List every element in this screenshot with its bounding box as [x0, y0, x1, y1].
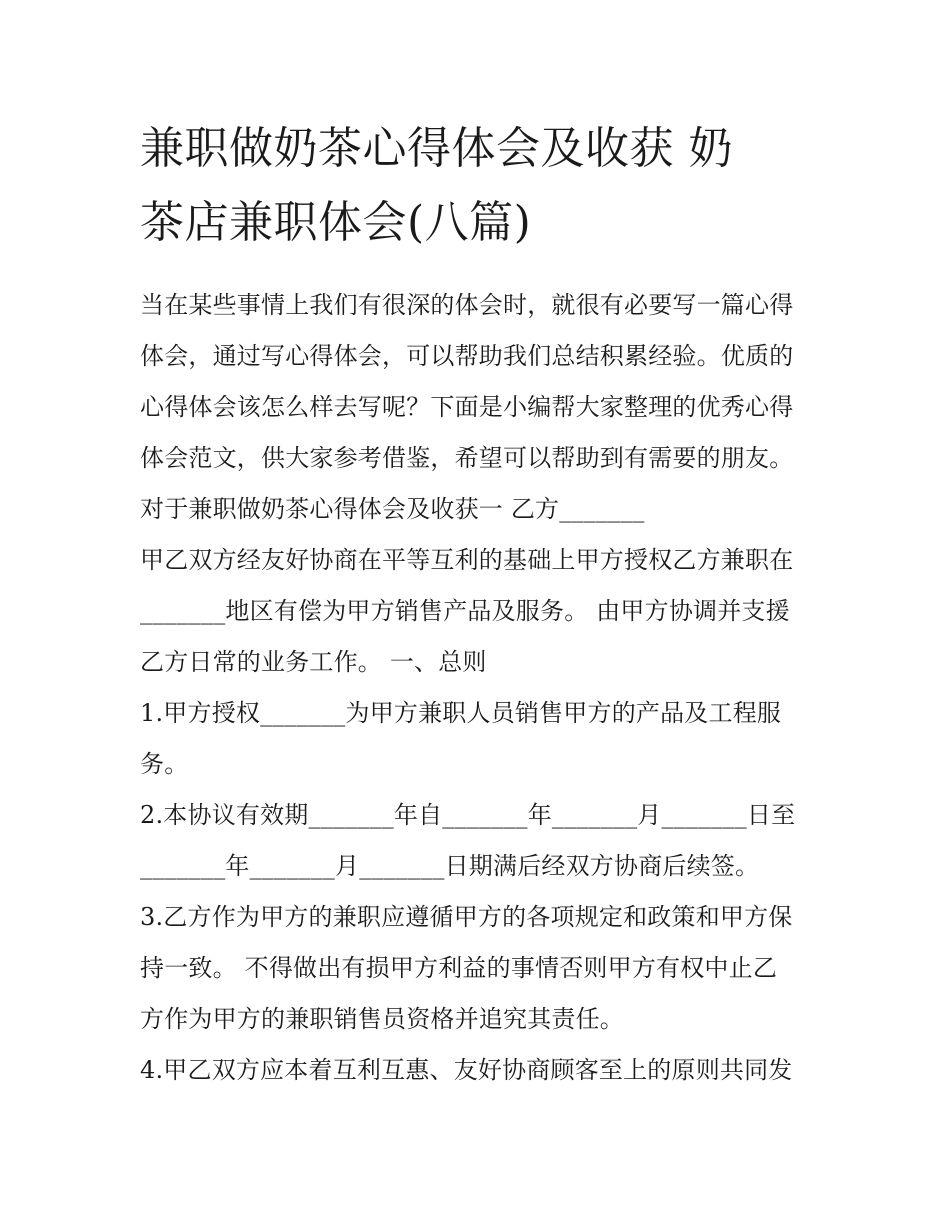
intro-line: 当在某些事情上我们有很深的体会时，就很有必要写一篇心得 — [140, 291, 794, 319]
section-heading-line: 对于兼职做奶茶心得体会及收获一 乙方_______ — [140, 495, 645, 523]
clause-line: 4.甲乙双方应本着互利互惠、友好协商顾客至上的原则共同发 — [140, 1056, 793, 1084]
document-title — [140, 112, 830, 260]
clause-line: 1.甲方授权_______为甲方兼职人员销售甲方的产品及工程服 — [140, 699, 782, 727]
clause-line: 务。 — [140, 750, 189, 778]
clause-line: 方作为甲方的兼职销售员资格并追究其责任。 — [140, 1005, 624, 1033]
title-line: 兼职做奶茶心得体会及收获 奶 — [140, 123, 733, 174]
intro-line: 体会范文，供大家参考借鉴，希望可以帮助到有需要的朋友。 — [140, 444, 794, 472]
intro-line: 体会，通过写心得体会，可以帮助我们总结积累经验。优质的 — [140, 342, 794, 370]
clause-line: 持一致。 不得做出有损甲方利益的事情否则甲方有权中止乙 — [140, 954, 778, 982]
body-line: _______地区有偿为甲方销售产品及服务。 由甲方协调并支援 — [140, 597, 790, 625]
clause-line: _______年_______月_______日期满后经双方协商后续签。 — [140, 852, 760, 880]
clause-line: 2.本协议有效期_______年自_______年_______月_______日至 — [140, 801, 796, 829]
clause-line: 3.乙方作为甲方的兼职应遵循甲方的各项规定和政策和甲方保 — [140, 903, 793, 931]
body-line: 甲乙双方经友好协商在平等互利的基础上甲方授权乙方兼职在 — [140, 546, 794, 574]
body-line: 乙方日常的业务工作。 一、总则 — [140, 648, 487, 676]
title-line: 茶店兼职体会(八篇) — [140, 197, 532, 248]
document-page — [140, 112, 830, 1096]
document-body — [140, 280, 830, 1096]
intro-line: 心得体会该怎么样去写呢？下面是小编帮大家整理的优秀心得 — [140, 393, 794, 421]
